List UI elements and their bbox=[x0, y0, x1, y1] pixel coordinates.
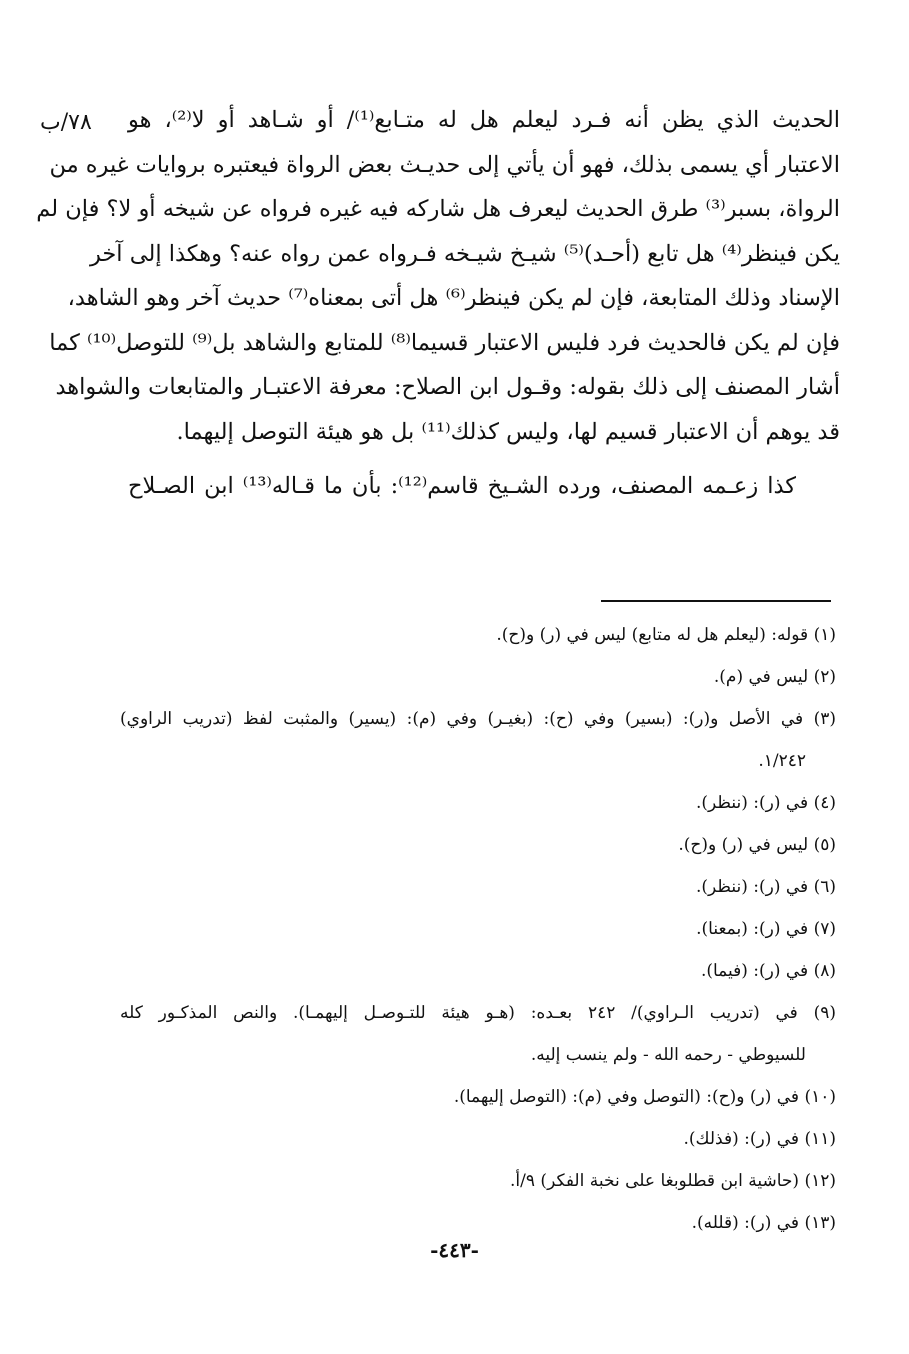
page-number: -٤٤٣- bbox=[430, 1238, 479, 1262]
footnote: (٤) في (ر): (ننظر). bbox=[696, 793, 836, 813]
footnote: (١١) في (ر): (فذلك). bbox=[683, 1129, 836, 1149]
main-text-line: الإسناد وذلك المتابعة، فإن لم يكن فينظر⁽⁶⁾ هل أتى بمعناه⁽⁷⁾ حديث آخر وهو الشاهد، bbox=[67, 285, 840, 311]
main-text-line: قد يوهم أن الاعتبار قسيم لها، وليس كذلك⁽¹¹⁾ بل هو هيئة التوصل إليهما. bbox=[176, 418, 840, 445]
footnote-separator-rule bbox=[601, 600, 831, 602]
main-text-line: يكن فينظر⁽⁴⁾ هل تابع (أحـد)⁽⁵⁾ شيـخ شيـخه فـرواه عمن رواه عنه؟ وهكذا إلى آخر bbox=[89, 240, 840, 267]
footnote: (٥) ليس في (ر) و(ح). bbox=[678, 835, 836, 855]
footnotes-block bbox=[120, 614, 836, 1244]
footnote: (٣) في الأصل و(ر): (بسير) وفي (ح): (بغيـر) وفي (م): (يسير) والمثبت لفظ (تدريب الراوي) bbox=[120, 709, 836, 729]
footnote: (٩) في (تدريب الـراوي)/ ٢٤٢ بعـده: (هـو هيئة للتـوصـل إليهمـا). والنص المذكـور كله bbox=[120, 1003, 836, 1023]
margin-folio-reference: ٧٨/ب bbox=[40, 110, 92, 135]
footnote-continuation: ١/٢٤٢. bbox=[758, 751, 806, 771]
main-text-line: الحديث الذي يظن أنه فـرد ليعلم هل له متـابع⁽¹⁾/ أو شـاهد أو لا⁽²⁾، هو bbox=[128, 107, 840, 133]
main-text-paragraph-start: كذا زعـمه المصنف، ورده الشـيخ قاسم⁽¹²⁾: بأن ما قـاله⁽¹³⁾ ابن الصـلاح bbox=[128, 473, 796, 499]
footnote: (١) قوله: (ليعلم هل له متابع) ليس في (ر) و(ح). bbox=[496, 625, 836, 645]
main-text-line: أشار المصنف إلى ذلك بقوله: وقـول ابن الصلاح: معرفة الاعتبـار والمتابعات والشواهد bbox=[55, 374, 840, 400]
footnote: (١٢) (حاشية ابن قطلوبغا على نخبة الفكر) ٩/أ. bbox=[510, 1171, 836, 1191]
footnote: (٦) في (ر): (ننظر). bbox=[696, 877, 836, 897]
main-text-line: الرواة، بسبر⁽³⁾ طرق الحديث ليعرف هل شاركه فيه غيره فرواه عن شيخه أو لا؟ فإن لم bbox=[36, 196, 840, 222]
main-text-line: الاعتبار أي يسمى بذلك، فهو أن يأتي إلى حديـث بعض الرواة فيعتبره بروايات غيره من bbox=[49, 151, 840, 178]
footnote: (١٠) في (ر) و(ح): (التوصل وفي (م): (التوصل إليهما). bbox=[453, 1087, 836, 1107]
footnote: (٨) في (ر): (فيما). bbox=[700, 961, 836, 981]
footnote-continuation: للسيوطي - رحمه الله - ولم ينسب إليه. bbox=[530, 1045, 806, 1065]
footnote: (٢) ليس في (م). bbox=[713, 667, 836, 687]
footnote: (١٣) في (ر): (قلله). bbox=[691, 1213, 836, 1233]
footnote: (٧) في (ر): (بمعنا). bbox=[696, 919, 836, 939]
main-text-line: فإن لم يكن فالحديث فرد فليس الاعتبار قسيما⁽⁸⁾ للمتابع والشاهد بل⁽⁹⁾ للتوصل⁽¹⁰⁾ كما bbox=[49, 329, 840, 356]
